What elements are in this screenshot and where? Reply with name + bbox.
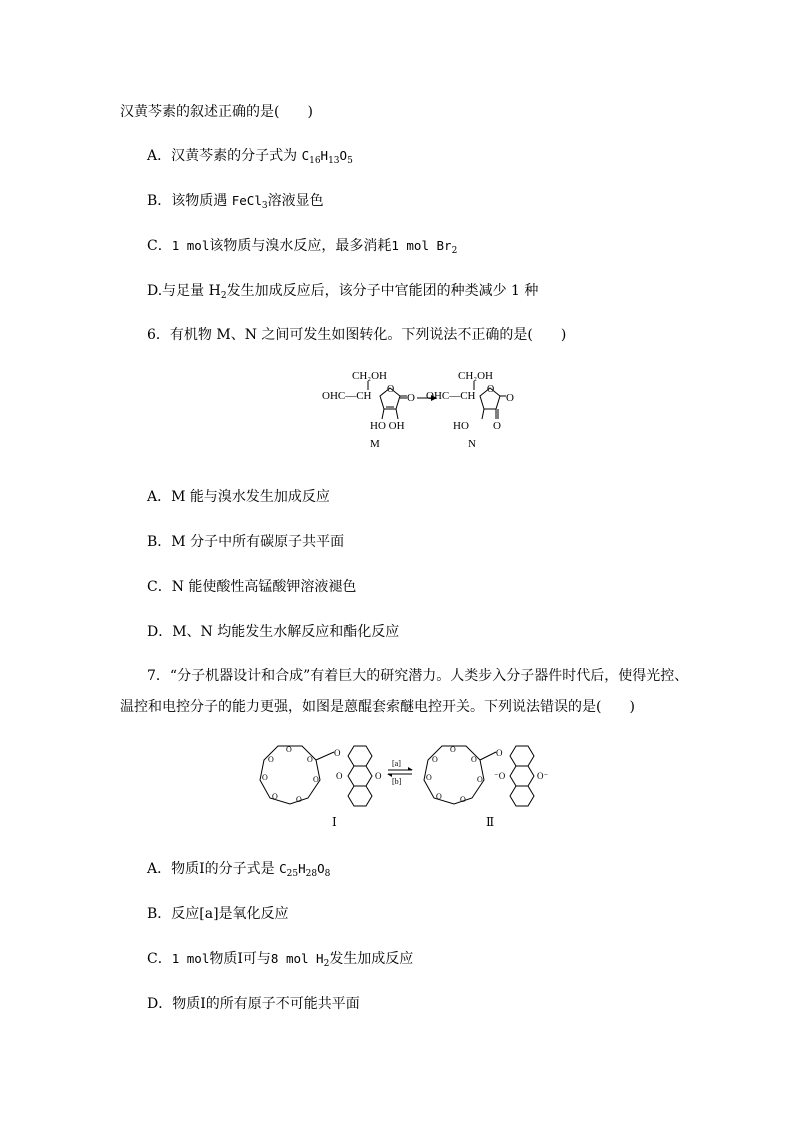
- aromatic-ring: [348, 746, 372, 766]
- n-label: N: [468, 438, 476, 450]
- q5-option-c-mid: 该物质与溴水反应，最多消耗: [209, 238, 392, 254]
- ether-o: O: [334, 748, 341, 758]
- bond: [382, 409, 384, 419]
- formula-part: H: [320, 148, 329, 163]
- ring-o: O: [313, 775, 319, 784]
- n-ohc-ch-label: OHC—CH: [426, 390, 476, 402]
- n-ring-o-label: O: [487, 384, 495, 395]
- formula-sub: 5: [347, 156, 353, 166]
- ring-o: O: [262, 773, 268, 782]
- m-ohc-ch-label: OHC—CH: [322, 390, 372, 402]
- formula-sub: 2: [323, 959, 330, 969]
- q7-option-c-mid: 物质Ⅰ可与: [209, 951, 271, 967]
- carbonyl-o: O: [375, 771, 382, 781]
- m-ch2oh-label: CH₂OH: [352, 370, 388, 382]
- q7-figure: [258, 742, 564, 834]
- ring-o: O: [477, 775, 483, 784]
- ring-o: O: [307, 755, 313, 764]
- central-ring: [510, 766, 534, 786]
- q5-option-b: [147, 192, 324, 210]
- ring-o: O: [296, 795, 302, 804]
- aromatic-ring: [348, 786, 372, 806]
- q6-structure-diagram: [318, 363, 518, 463]
- n-ho-label: HO: [453, 420, 469, 432]
- q7-option-c: [147, 950, 413, 968]
- bond: [396, 409, 398, 419]
- m-carbonyl-o-label: O: [407, 392, 415, 404]
- q7-option-d: D．物质Ⅰ的所有原子不可能共平面: [147, 996, 360, 1012]
- q7-option-c-text: C．: [147, 951, 172, 967]
- ether-o: O: [496, 748, 503, 758]
- formula-part: 8 mol H: [270, 951, 324, 966]
- q5-option-d-suffix: 发生加成反应后，该分子中官能团的种类减少 1 种: [226, 283, 539, 299]
- ring-o: O: [426, 773, 432, 782]
- m-ring-o-label: O: [387, 384, 395, 395]
- ring-o: O: [471, 755, 477, 764]
- bond: [480, 752, 496, 760]
- m-label: M: [370, 438, 380, 450]
- q7-option-a: [147, 860, 330, 878]
- q7-stem-line2: 温控和电控分子的能力更强，如图是蒽醌套索醚电控开关。下列说法错误的是( ): [120, 699, 635, 715]
- q5-stem: 汉黄芩素的叙述正确的是( ): [120, 104, 313, 120]
- ring-o: O: [268, 755, 274, 764]
- bond: [482, 409, 484, 419]
- formula-sub: 25: [286, 869, 299, 879]
- formula-part: H: [298, 861, 306, 876]
- formula-sub: 13: [328, 156, 340, 166]
- q5-option-c: [147, 237, 457, 255]
- n-ch2oh-label: CH₂OH: [458, 370, 494, 382]
- arrow-b-label: [b]: [392, 777, 402, 786]
- compound-ii-label: Ⅱ: [486, 815, 495, 829]
- ring-o: O: [272, 792, 278, 801]
- q5-option-d: [147, 282, 538, 300]
- n-carbonyl-o-label: O: [506, 392, 514, 404]
- ring-o: O: [460, 795, 466, 804]
- q7-structure-diagram: [258, 742, 564, 830]
- formula-part: C: [301, 148, 310, 163]
- aromatic-ring: [510, 746, 534, 766]
- formula-part: 1 mol Br: [391, 238, 452, 253]
- q6-option-c: C．N 能使酸性高锰酸钾溶液褪色: [147, 579, 357, 595]
- formula-sub: 2: [451, 246, 458, 256]
- n-ketone-o-label: O: [493, 420, 501, 432]
- m-ho-oh-label: HO OH: [370, 420, 405, 432]
- bond: [316, 752, 334, 760]
- formula-part: O: [317, 861, 325, 876]
- q6-option-b: B．M 分子中所有碳原子共平面: [147, 534, 345, 550]
- arrow-a-label: [a]: [392, 759, 401, 768]
- q6-option-d: D．M、N 均能发生水解反应和酯化反应: [147, 624, 400, 640]
- q7-option-b: B．反应[a]是氧化反应: [147, 906, 289, 922]
- formula-sub: 3: [261, 201, 268, 211]
- ring-o: O: [450, 745, 456, 754]
- central-ring: [348, 766, 372, 786]
- q7-stem-line1: 7．“分子机器设计和合成”有着巨大的研究潜力。人类步入分子器件时代后，使得光控、: [147, 668, 689, 684]
- ring-o: O: [432, 755, 438, 764]
- carbonyl-o: O: [336, 771, 343, 781]
- q5-option-a: [147, 147, 353, 165]
- ring-o: O: [436, 792, 442, 801]
- q5-option-b-text: B．该物质遇: [147, 193, 232, 209]
- q5-option-b-suffix: 溶液显色: [267, 193, 324, 209]
- q7-option-a-text: A．物质Ⅰ的分子式是: [147, 861, 280, 877]
- formula-part: 1 mol: [171, 951, 210, 966]
- formula-sub: 28: [305, 869, 318, 879]
- phenoxide-o: O⁻: [537, 771, 549, 781]
- q6-figure: [318, 363, 518, 467]
- formula-sub: 16: [309, 156, 321, 166]
- aromatic-ring: [510, 786, 534, 806]
- q5-option-d-text: D.与足量 H: [147, 283, 221, 299]
- formula-sub: 8: [324, 869, 331, 879]
- formula-part: O: [339, 148, 348, 163]
- formula-sub: 2: [220, 291, 227, 301]
- arrow-head: [408, 767, 413, 770]
- q5-option-c-text: C．: [147, 238, 172, 254]
- compound-i-label: Ⅰ: [332, 815, 337, 829]
- phenoxide-o: ⁻O: [494, 771, 506, 781]
- q6-option-a: A．M 能与溴水发生加成反应: [147, 489, 330, 505]
- formula-part: 1 mol: [171, 238, 210, 253]
- q5-option-a-text: A．汉黄芩素的分子式为: [147, 148, 302, 164]
- formula-part: FeCl: [231, 193, 262, 208]
- ring-o: O: [286, 745, 292, 754]
- q6-stem: 6．有机物 M、N 之间可发生如图转化。下列说法不正确的是( ): [147, 327, 567, 343]
- formula-part: C: [279, 861, 287, 876]
- q7-option-c-suffix: 发生加成反应: [329, 951, 414, 967]
